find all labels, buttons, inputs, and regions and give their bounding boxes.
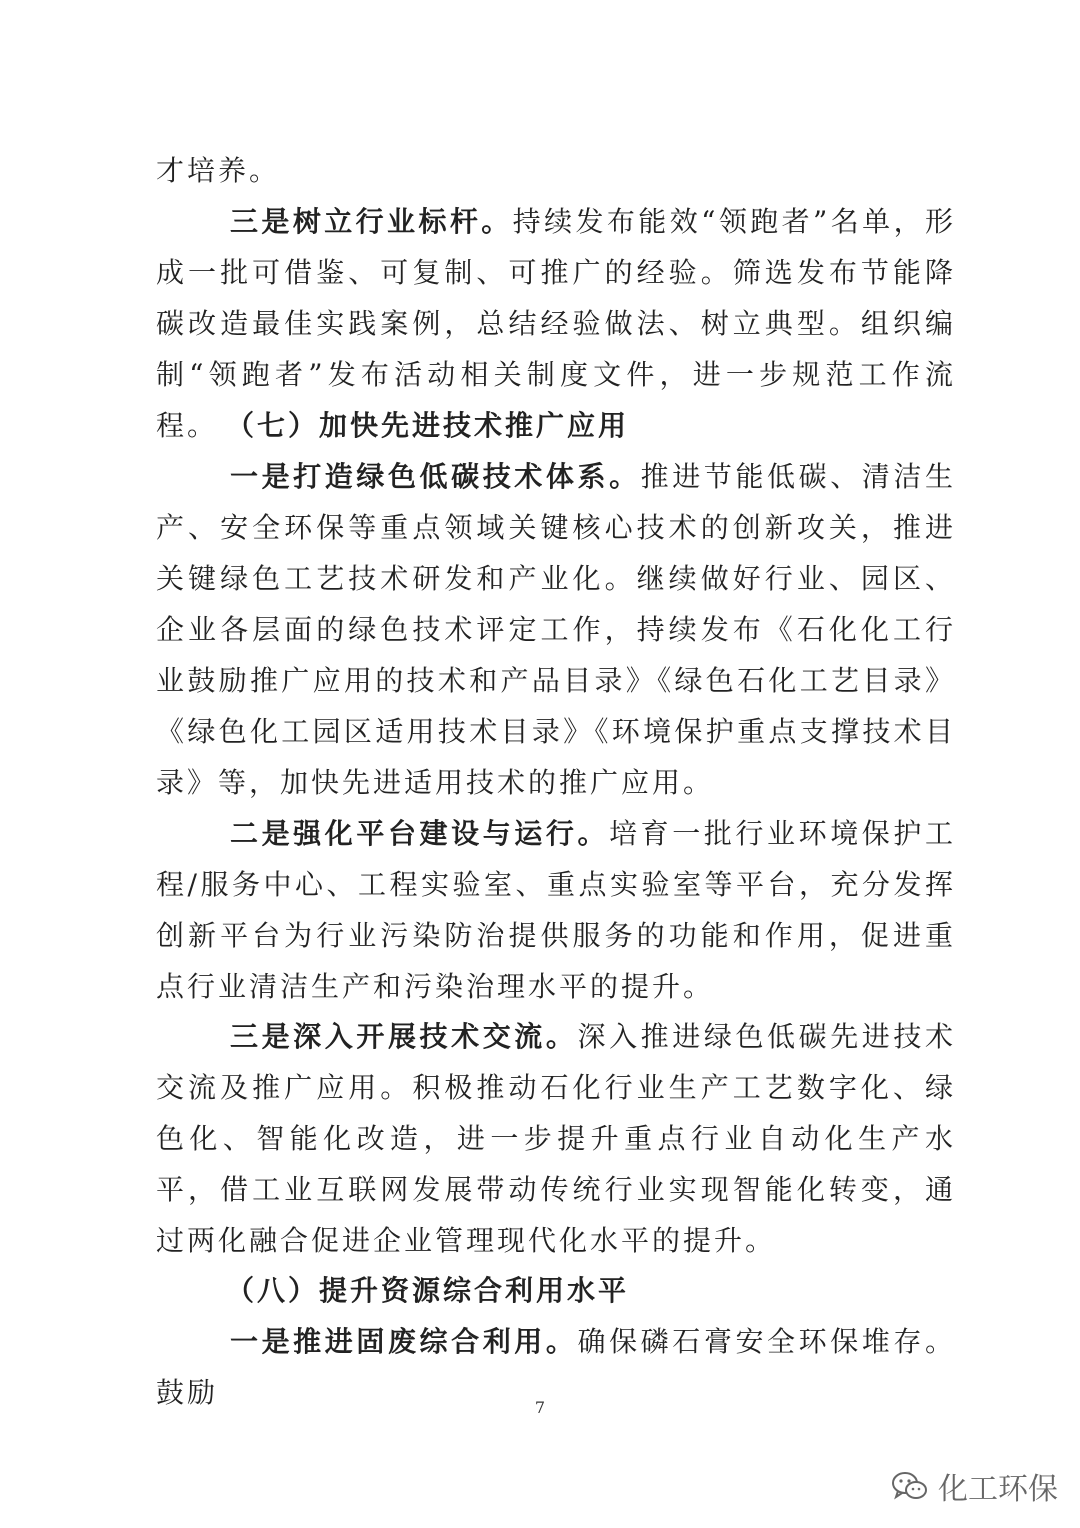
paragraph-block [156, 1011, 956, 1266]
paragraph-text: 推进节能低碳、清洁生产、安全环保等重点领域关键核心技术的创新攻关，推进关键绿色工艺技术研发和产业化。继续做好行业、园区、企业各层面的绿色技术评定工作，持续发布《石化化工行业鼓励推广应用的技术和产品目录》《绿色石化工艺目录》《绿色化工园区适用技术目录》《环境保护重点支撑技术目录》等，加快先进适用技术的推广应用。 [156, 460, 956, 799]
watermark [890, 1466, 1058, 1506]
paragraph-lead: 二是强化平台建设与运行。 [230, 817, 610, 850]
paragraph-text: 确保磷石膏安全环保堆存。鼓励 [156, 1325, 956, 1409]
paragraph-block [156, 808, 956, 1012]
paragraph-continuation [156, 145, 956, 196]
paragraph-lead: 三是深入开展技术交流。 [230, 1020, 578, 1053]
wechat-icon [890, 1469, 930, 1503]
paragraph-tech-exchange [156, 1011, 956, 1266]
paragraph-lead: 一是推进固废综合利用。 [230, 1325, 578, 1358]
paragraph-text: 培育一批行业环境保护工程/服务中心、工程实验室、重点实验室等平台，充分发挥创新平台为行业污染防治提供服务的功能和作用，促进重点行业清洁生产和污染治理水平的提升。 [156, 817, 956, 1003]
paragraph-text: 深入推进绿色低碳先进技术交流及推广应用。积极推动石化行业生产工艺数字化、绿色化、智能化改造，进一步提升重点行业自动化生产水平，借工业互联网发展带动传统行业实现智能化转变，通过两化融合促进企业管理现代化水平的提升。 [156, 1020, 956, 1257]
section-heading-7: （七）加快先进技术推广应用 [226, 409, 630, 442]
paragraph-platform-building [156, 808, 956, 1012]
body-text [156, 145, 956, 196]
heading-block [156, 400, 956, 451]
page-number: 7 [534, 1398, 546, 1417]
paragraph-text: 才培养。 [156, 154, 281, 187]
paragraph-text: 持续发布能效“领跑者”名单，形成一批可借鉴、可复制、可推广的经验。筛选发布节能降碳改造最佳实践案例，总结经验做法、树立典型。组织编制“领跑者”发布活动相关制度文件，进一步规范工作流程。 [156, 205, 956, 442]
paragraph-green-tech-system [156, 451, 956, 808]
paragraph-lead: 三是树立行业标杆。 [230, 205, 513, 238]
paragraph-lead: 一是打造绿色低碳技术体系。 [230, 460, 641, 493]
paragraph-block [156, 451, 956, 808]
heading-block [156, 1265, 956, 1316]
section-heading-8: （八）提升资源综合利用水平 [226, 1274, 630, 1307]
watermark-text: 化工环保 [938, 1472, 1058, 1507]
